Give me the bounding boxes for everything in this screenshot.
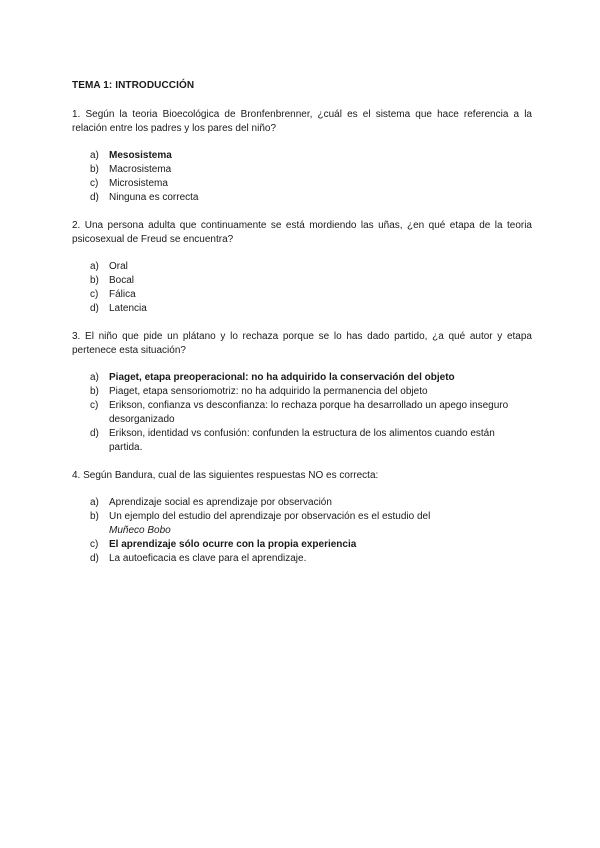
question-2 [72, 219, 532, 316]
option-text: Piaget, etapa sensoriomotriz: no ha adquirido la permanencia del objeto [109, 386, 428, 397]
option-4b [72, 510, 532, 538]
option-letter: b) [90, 275, 99, 286]
question-4 [72, 469, 532, 566]
option-4c [72, 538, 532, 552]
option-text: Microsistema [109, 178, 168, 189]
option-text: Ninguna es correcta [109, 192, 199, 203]
option-1a [72, 149, 532, 163]
option-3c [72, 399, 532, 427]
option-text: Mesosistema [109, 150, 172, 161]
question-2-text: 2. Una persona adulta que continuamente se está mordiendo las uñas, ¿en qué etapa de la teoria psicosexual de Freud se encuentra? [72, 220, 532, 245]
option-3b [72, 385, 532, 399]
option-text: Erikson, confianza vs desconfianza: lo rechaza porque ha desarrollado un apego inseguro desorganizado [109, 400, 509, 425]
question-3 [72, 330, 532, 455]
question-2-options [72, 260, 532, 316]
option-letter: a) [90, 372, 99, 383]
option-letter: a) [90, 497, 99, 508]
option-text-main: Un ejemplo del estudio del aprendizaje por observación es el estudio del [109, 511, 431, 522]
option-letter: d) [90, 192, 99, 203]
option-text: Bocal [109, 275, 135, 286]
option-text: El aprendizaje sólo ocurre con la propia experiencia [109, 539, 357, 550]
option-text: Piaget, etapa preoperacional: no ha adquirido la conservación del objeto [109, 372, 455, 383]
option-letter: c) [90, 539, 99, 550]
question-4-text: 4. Según Bandura, cual de las siguientes respuestas NO es correcta: [72, 470, 379, 481]
option-letter: c) [90, 400, 99, 411]
option-text: Aprendizaje social es aprendizaje por observación [109, 497, 332, 508]
option-1b [72, 163, 532, 177]
option-text: La autoeficacia es clave para el aprendizaje. [109, 553, 307, 564]
option-letter: d) [90, 428, 99, 439]
question-3-text: 3. El niño que pide un plátano y lo rechaza porque se lo has dado partido, ¿a qué autor y etapa pertenece esta situación? [72, 331, 532, 356]
option-letter: c) [90, 178, 99, 189]
option-letter: b) [90, 511, 99, 522]
option-text-italic: Muñeco Bobo [109, 525, 171, 536]
option-text: Fálica [109, 289, 136, 300]
option-2b [72, 274, 532, 288]
option-2c [72, 288, 532, 302]
question-1-text: 1. Según la teoria Bioecológica de Bronfenbrenner, ¿cuál es el sistema que hace referencia a la relación entre los padres y los pares del niño? [72, 109, 532, 134]
option-text: Latencia [109, 303, 147, 314]
exam-page [72, 80, 532, 580]
question-4-options [72, 496, 532, 566]
question-1-options [72, 149, 532, 205]
option-letter: b) [90, 386, 99, 397]
question-1 [72, 108, 532, 205]
option-4d [72, 552, 532, 566]
question-3-options [72, 371, 532, 455]
option-letter: b) [90, 164, 99, 175]
option-1d [72, 191, 532, 205]
option-text: Macrosistema [109, 164, 172, 175]
section-title: TEMA 1: INTRODUCCIÓN [72, 80, 195, 91]
option-letter: a) [90, 261, 99, 272]
option-text [109, 510, 509, 538]
option-4a [72, 496, 532, 510]
option-2a [72, 260, 532, 274]
option-text: Oral [109, 261, 128, 272]
option-text: Erikson, identidad vs confusión: confunden la estructura de los alimentos cuando están partida. [109, 428, 495, 453]
option-1c [72, 177, 532, 191]
option-letter: c) [90, 289, 99, 300]
option-letter: d) [90, 553, 99, 564]
option-3d [72, 427, 532, 455]
option-letter: a) [90, 150, 99, 161]
option-letter: d) [90, 303, 99, 314]
option-2d [72, 302, 532, 316]
option-3a [72, 371, 532, 385]
